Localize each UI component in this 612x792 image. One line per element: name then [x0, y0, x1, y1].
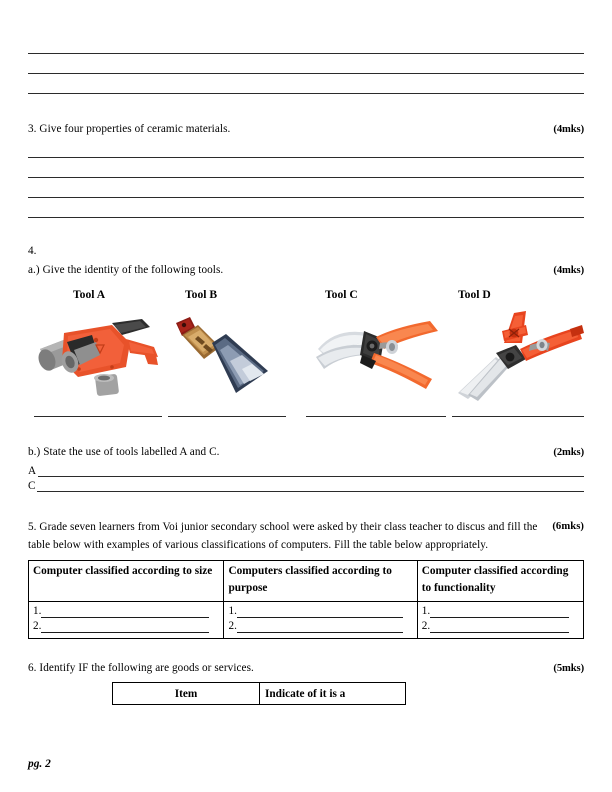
- tool-label-c: Tool C: [325, 288, 358, 302]
- answer-line[interactable]: [28, 73, 584, 74]
- answer-line[interactable]: [28, 177, 584, 178]
- fill-in-row: [228, 620, 412, 633]
- question-4a: [28, 261, 584, 279]
- table-header-size: Computer classified according to size: [29, 561, 224, 602]
- tool-answer-lines: [28, 405, 584, 417]
- question-4b-line-c: [28, 480, 584, 492]
- tool-label-a: Tool A: [73, 288, 106, 302]
- tool-label-d: Tool D: [458, 288, 491, 302]
- question-3-text: 3. Give four properties of ceramic materials.: [28, 123, 231, 135]
- answer-line[interactable]: [38, 465, 584, 477]
- table-cell-size: [29, 602, 224, 639]
- row-number: 2.: [33, 620, 42, 633]
- tool-image-c: [306, 309, 446, 401]
- table-row: [29, 602, 584, 639]
- fill-in-line[interactable]: [430, 606, 569, 618]
- fill-in-line[interactable]: [41, 621, 209, 633]
- question-6: [28, 659, 584, 677]
- table-cell-purpose: [224, 602, 417, 639]
- tool-image-a: [34, 309, 162, 401]
- tool-answer-line-b[interactable]: [168, 416, 286, 417]
- answer-line[interactable]: [37, 480, 584, 492]
- tool-labels-row: [28, 288, 584, 305]
- fill-in-row: [33, 605, 219, 618]
- question-6-marks: (5mks): [553, 663, 584, 675]
- spacer: [28, 94, 584, 110]
- tool-image-b: [168, 309, 286, 401]
- tool-answer-line-c[interactable]: [306, 416, 446, 417]
- goods-or-services-table: [112, 682, 406, 705]
- question-4b-text: b.) State the use of tools labelled A and C.: [28, 446, 220, 459]
- question-4b-marks: (2mks): [553, 447, 584, 459]
- answer-line[interactable]: [28, 53, 584, 54]
- question-4b: [28, 443, 584, 461]
- table-header-row: [113, 683, 406, 705]
- answer-line[interactable]: [28, 217, 584, 218]
- line-label-a: A: [28, 464, 37, 477]
- page-footer: pg. 2: [28, 758, 51, 770]
- fill-in-row: [33, 620, 219, 633]
- row-number: 2.: [421, 620, 431, 633]
- pipe-cutter-icon: [34, 309, 162, 401]
- garden-snips-icon: [452, 309, 584, 401]
- fill-in-line[interactable]: [41, 606, 209, 618]
- question-3-answer-lines: [28, 157, 584, 218]
- question-4a-text: a.) Give the identity of the following tools.: [28, 264, 224, 277]
- table-header-item: Item: [113, 683, 260, 705]
- table-header-functionality: Computer classified according to functionality: [417, 561, 583, 602]
- putty-knife-icon: [168, 309, 286, 401]
- fill-in-row: [422, 620, 579, 633]
- tool-label-b: Tool B: [185, 288, 218, 302]
- table-header-indicate: Indicate of it is a: [260, 683, 406, 705]
- row-number: 1.: [33, 605, 42, 618]
- table-header-purpose: Computers classified according to purpose: [224, 561, 417, 602]
- row-number: 2.: [228, 620, 237, 633]
- answer-line[interactable]: [28, 197, 584, 198]
- question-4b-line-a: [28, 465, 584, 477]
- question-4a-marks: (4mks): [553, 265, 584, 277]
- table-header-row: [29, 561, 584, 602]
- pruning-shears-icon: [306, 309, 446, 401]
- tool-images-row: [28, 309, 584, 401]
- tool-answer-line-a[interactable]: [34, 416, 162, 417]
- fill-in-line[interactable]: [237, 621, 403, 633]
- question-4-number: 4.: [28, 245, 37, 258]
- tool-answer-line-d[interactable]: [452, 416, 584, 417]
- fill-in-row: [422, 605, 579, 618]
- question-5-marks: (6mks): [552, 521, 584, 533]
- tool-image-d: [452, 309, 584, 401]
- answer-line[interactable]: [28, 157, 584, 158]
- question-5-text: 5. Grade seven learners from Voi junior secondary school were asked by their class teacher to discus and fill the table below with examples of various classifications of computers. Fill the table below appropriately.: [28, 521, 538, 552]
- fill-in-row: [228, 605, 412, 618]
- row-number: 1.: [228, 605, 237, 618]
- fill-in-line[interactable]: [430, 621, 569, 633]
- question-3-marks: (4mks): [553, 123, 584, 135]
- continuation-answer-lines: [28, 0, 584, 94]
- question-6-text: 6. Identify IF the following are goods or services.: [28, 662, 254, 675]
- question-5: [28, 518, 584, 554]
- row-number: 1.: [421, 605, 431, 618]
- question-3: [28, 120, 584, 138]
- computer-classification-table: [28, 560, 584, 639]
- fill-in-line[interactable]: [237, 606, 403, 618]
- table-cell-functionality: [417, 602, 583, 639]
- line-label-c: C: [28, 479, 36, 492]
